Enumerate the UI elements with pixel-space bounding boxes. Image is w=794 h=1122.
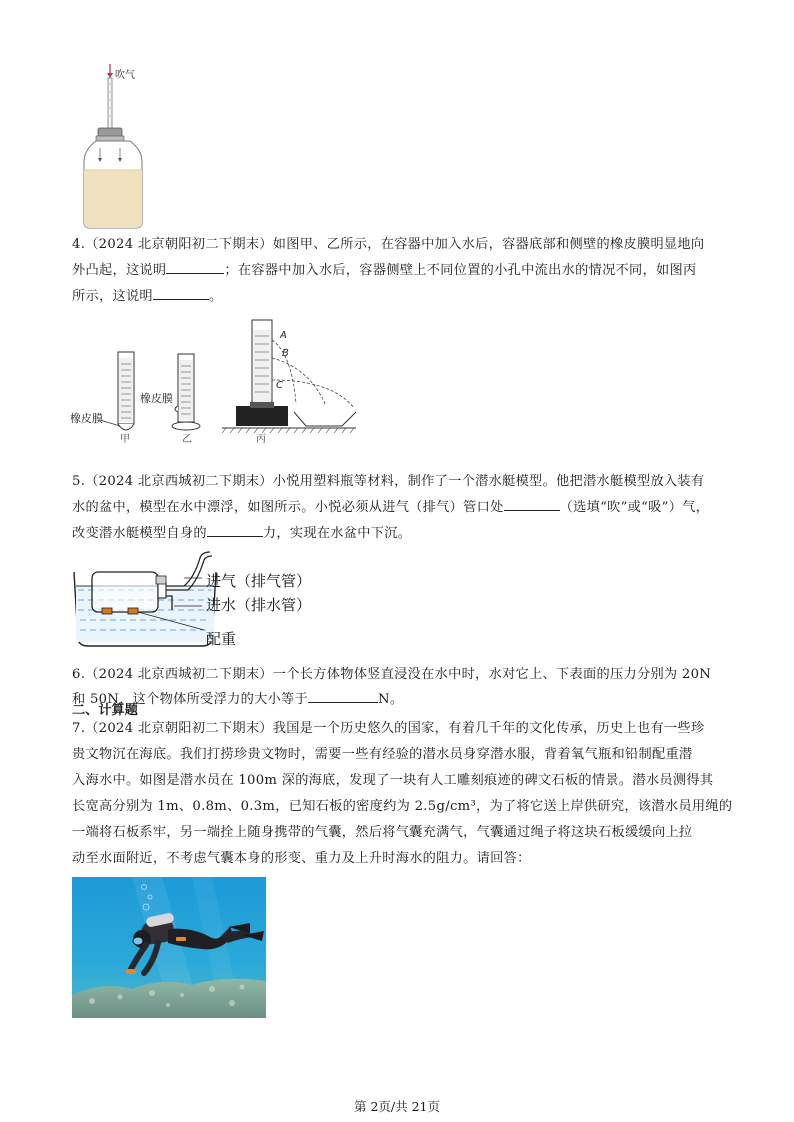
air-tube-label: 进气（排气管）: [206, 572, 312, 590]
q4-answer-blank-1[interactable]: [166, 259, 224, 274]
bing-caption: 丙: [256, 434, 266, 444]
bottle-figure: [78, 62, 168, 232]
section-calculation-title: 二、计算题: [72, 703, 138, 718]
q4-line-3: 所示，这说明 。: [72, 284, 724, 310]
q6-line-1: 6.（2024 北京西城初二下期末）一个长方体物体竖直浸没在水中时，水对它上、下表面的压力分别为 20N: [72, 667, 712, 682]
question-6: [72, 662, 724, 706]
diver-photo: [72, 877, 266, 1018]
q6-answer-blank[interactable]: [308, 688, 378, 703]
q7-line-6: 动至水面附近，不考虑气囊本身的形变、重力及上升时海水的阻力。请回答：: [72, 851, 531, 866]
q5-line-1: 5.（2024 北京西城初二下期末）小悦用塑料瓶等材料，制作了一个潜水艇模型。他把潜水艇模型放入装有: [72, 474, 705, 489]
blow-label: 吹气: [115, 70, 135, 81]
q7-line-4: 长宽高分别为 1m、0.8m、0.3m，已知石板的密度约为 2.5g/cm³，为了将它送上岸供研究，该潜水员用绳的: [72, 799, 733, 814]
q7-line-3: 入海水中。如图是潜水员在 100m 深的海底，发现了一块有人工雕刻痕迹的碑文石板的情景。潜水员测得其: [72, 773, 714, 788]
yi-membrane-label: 橡皮膜: [140, 392, 173, 405]
weight-label: 配重: [206, 630, 237, 648]
q4-figure: [70, 314, 370, 444]
point-b-label: B: [282, 348, 289, 359]
jia-caption: 甲: [120, 434, 130, 444]
q4-line-2: 外凸起，这说明 ；在容器中加入水后，容器侧壁上不同位置的小孔中流出水的情况不同，如图丙: [72, 258, 724, 284]
q6-line-2: 和 50N，这个物体所受浮力的大小等于 N。: [72, 688, 724, 706]
q5-figure: [72, 548, 352, 648]
page-number: 第 2页/共 21页: [353, 1099, 441, 1114]
q5-line-2: 水的盆中，模型在水中漂浮，如图所示。小悦必须从进气（排气）管口处 （选填“吹”或“吸”）气，: [72, 495, 724, 521]
q7-line-2: 贵文物沉在海底。我们打捞珍贵文物时，需要一些有经验的潜水员身穿潜水服，背着氧气瓶和铅制配重潜: [72, 747, 693, 762]
point-c-label: C: [276, 380, 283, 391]
water-tube-label: 进水（排水管）: [206, 596, 312, 614]
q7-line-1: 7.（2024 北京朝阳初二下期末）我国是一个历史悠久的国家，有着几千年的文化传承，历史上也有一些珍: [72, 721, 705, 736]
q5-line-3: 改变潜水艇模型自身的 力，实现在水盆中下沉。: [72, 521, 724, 547]
q5-answer-blank-1[interactable]: [504, 496, 560, 511]
yi-caption: 乙: [182, 434, 192, 444]
question-5: [72, 469, 724, 547]
q4-answer-blank-2[interactable]: [153, 285, 209, 300]
q4-line-1: 4.（2024 北京朝阳初二下期末）如图甲、乙所示，在容器中加入水后，容器底部和侧壁的橡皮膜明显地向: [72, 237, 705, 252]
q7-line-5: 一端将石板系牢，另一端拴上随身携带的气囊，然后将气囊充满气，气囊通过绳子将这块石板缓缓向上拉: [72, 825, 693, 840]
point-a-label: A: [280, 330, 287, 341]
q5-answer-blank-2[interactable]: [207, 522, 263, 537]
question-7: [72, 716, 733, 872]
jia-membrane-label: 橡皮膜: [70, 412, 103, 425]
question-4: [72, 232, 724, 310]
